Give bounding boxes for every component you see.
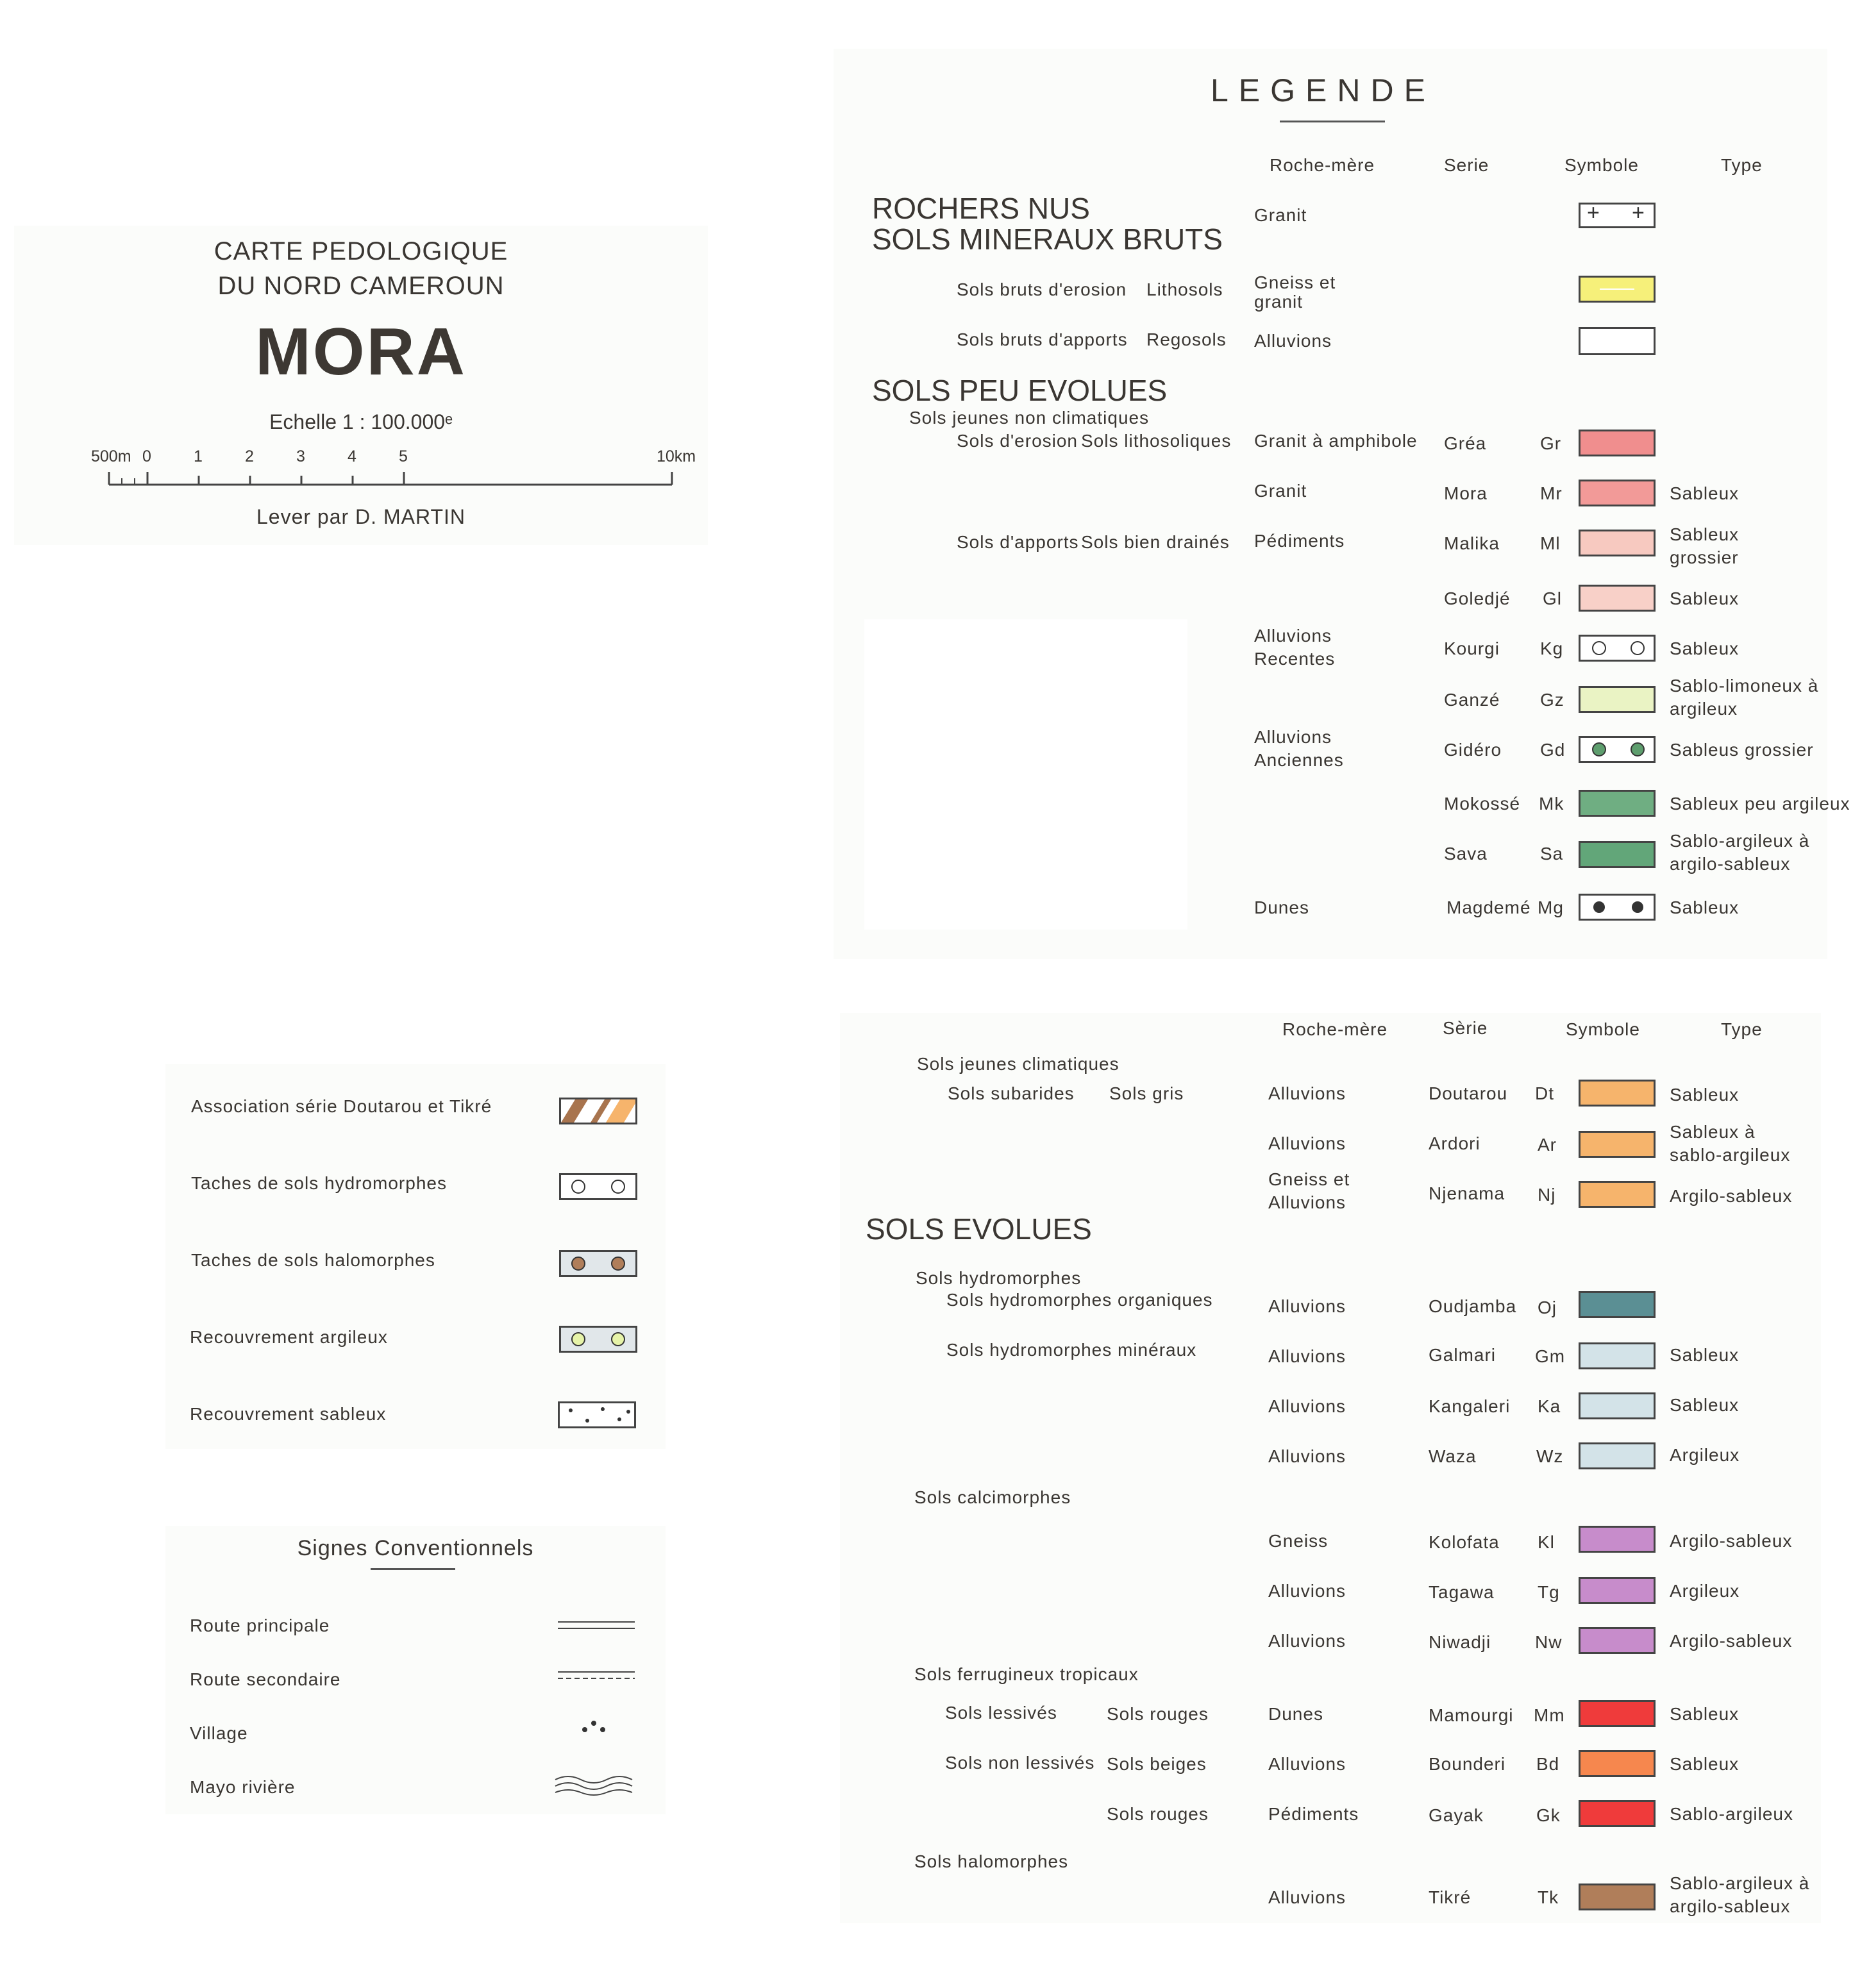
mayo-riviere-icon <box>554 1772 637 1798</box>
symbol-yellow <box>1579 276 1656 303</box>
sub-bruts-erosion: Sols bruts d'erosion <box>957 280 1127 299</box>
signes-title-underline <box>371 1568 455 1570</box>
sub-bruts-apports: Sols bruts d'apports <box>957 330 1128 349</box>
row-roche: Pédiments <box>1254 531 1345 551</box>
sub-rouges: Sols rouges <box>1107 1704 1209 1724</box>
row-code: Oj <box>1538 1298 1557 1317</box>
symbol-gidero <box>1579 736 1656 763</box>
sub-lessives: Sols lessivés <box>945 1703 1057 1723</box>
yellow-green-dot <box>571 1332 585 1346</box>
row-serie: Gayak <box>1429 1805 1484 1825</box>
row-serie: Njenama <box>1429 1183 1505 1203</box>
symbol-waza <box>1579 1442 1656 1469</box>
route-secondaire-icon <box>557 1668 636 1683</box>
sub-regosols: Regosols <box>1146 330 1227 349</box>
row-roche: Alluvions <box>1268 1631 1346 1651</box>
row-type: Argileux <box>1670 1445 1740 1465</box>
route-principale-icon <box>557 1618 636 1633</box>
open-dot <box>571 1180 585 1194</box>
row-code: Mg <box>1538 898 1564 917</box>
brown-dot <box>571 1257 585 1271</box>
sub-erosion: Sols d'erosion <box>957 431 1078 451</box>
row-roche: Alluvions <box>1268 1754 1346 1774</box>
row-type: Sableux <box>1670 1395 1740 1415</box>
misc-legend-panel <box>165 1064 666 1449</box>
row-roche: Alluvions Anciennes <box>1254 727 1344 770</box>
row-code: Gz <box>1540 690 1564 710</box>
row-roche: Dunes <box>1254 898 1309 917</box>
row-code: Tg <box>1538 1582 1560 1602</box>
legend-title-underline <box>1280 121 1385 122</box>
scale-tick-label: 10km <box>657 447 696 465</box>
village-icon <box>580 1717 612 1736</box>
row-code: Mm <box>1534 1705 1565 1725</box>
symbol-ganze <box>1579 686 1656 713</box>
sand-dot <box>569 1408 573 1412</box>
row-type: Sableus grossier <box>1670 740 1814 760</box>
scale-tick-label: 2 <box>245 447 254 465</box>
group-ferrugineux: Sols ferrugineux tropicaux <box>914 1664 1139 1684</box>
row-serie: Bounderi <box>1429 1754 1506 1774</box>
brown-dot <box>611 1257 625 1271</box>
row-code: Nw <box>1535 1632 1563 1652</box>
legend-upper-panel <box>834 49 1850 959</box>
sand-dot <box>617 1417 621 1421</box>
row-serie: Malika <box>1444 533 1500 553</box>
row-type: Argilo-sableux <box>1670 1531 1793 1551</box>
row-serie: Ardori <box>1429 1133 1480 1153</box>
scale-bar-graphic <box>91 469 681 486</box>
row-serie: Mamourgi <box>1429 1705 1514 1725</box>
header-type: Type <box>1721 1019 1763 1039</box>
row-roche: Alluvions <box>1268 1133 1346 1153</box>
row-serie: Mokossé <box>1444 794 1521 814</box>
row-type: Argilo-sableux <box>1670 1186 1793 1206</box>
scale-bar <box>91 447 696 486</box>
map-name: MORA <box>255 315 467 389</box>
header-roche: Roche-mère <box>1282 1019 1388 1039</box>
row-code: Ar <box>1538 1135 1557 1155</box>
row-serie: Gidéro <box>1444 740 1502 760</box>
row-code: Kl <box>1538 1532 1555 1552</box>
symbol-sava <box>1579 841 1656 868</box>
row-roche: Alluvions Recentes <box>1254 626 1336 669</box>
row-type: Sablo-argileux à argilo-sableux <box>1670 1873 1810 1916</box>
scale-tick-label: 3 <box>296 447 305 465</box>
row-roche: Gneiss <box>1268 1531 1329 1551</box>
group-calcimorphes: Sols calcimorphes <box>914 1487 1071 1507</box>
signes-panel <box>165 1526 666 1814</box>
symbol-mokosse <box>1579 790 1656 817</box>
header-serie: Sèrie <box>1443 1018 1488 1038</box>
row-type: Sableux <box>1670 1754 1740 1774</box>
header-serie: Serie <box>1444 155 1489 175</box>
symbol-grea <box>1579 430 1656 456</box>
row-serie: Niwadji <box>1429 1632 1491 1652</box>
symbol-oudjamba <box>1579 1291 1656 1318</box>
row-roche: Alluvions <box>1268 1296 1346 1316</box>
title-block <box>14 226 708 545</box>
black-dot <box>1632 901 1643 913</box>
signe-label-route-principale: Route principale <box>190 1616 330 1635</box>
header-roche: Roche-mère <box>1270 155 1375 175</box>
row-roche: Pédiments <box>1268 1804 1359 1824</box>
symbol-association-hatch <box>559 1098 637 1124</box>
symbol-taches-hydromorphes <box>559 1173 637 1200</box>
row-serie: Goledjé <box>1444 589 1511 608</box>
open-dot <box>1631 641 1645 655</box>
row-serie: Waza <box>1429 1446 1477 1466</box>
symbol-kourgi <box>1579 635 1656 662</box>
sub-apports: Sols d'apports <box>957 532 1079 552</box>
row-code: Bd <box>1536 1754 1560 1774</box>
row-type: Sablo-limoneux à argileux <box>1670 676 1819 719</box>
misc-label-sableux: Recouvrement sableux <box>190 1404 387 1424</box>
row-serie: Galmari <box>1429 1345 1497 1365</box>
row-code: Mr <box>1540 483 1563 503</box>
row-serie: Kourgi <box>1444 639 1500 658</box>
legend-title: LEGENDE <box>1211 72 1436 108</box>
row-code: Gk <box>1536 1805 1561 1825</box>
open-dot <box>611 1180 625 1194</box>
misc-label-association: Association série Doutarou et Tikré <box>191 1096 492 1116</box>
group-sols-mineraux-bruts: SOLS MINERAUX BRUTS <box>872 222 1223 256</box>
symbol-white <box>1579 327 1656 355</box>
row-serie: Magdemé <box>1446 898 1531 917</box>
row-code: Ka <box>1538 1396 1561 1416</box>
row-type: Sableux <box>1670 1345 1740 1365</box>
misc-label-argileux: Recouvrement argileux <box>190 1327 388 1347</box>
row-code: Tk <box>1538 1887 1559 1907</box>
row-serie: Kangaleri <box>1429 1396 1511 1416</box>
row-type: Sableux <box>1670 898 1740 917</box>
sand-dot <box>585 1419 589 1423</box>
sub-lithosoliques: Sols lithosoliques <box>1081 431 1232 451</box>
row-roche: Alluvions <box>1268 1887 1346 1907</box>
row-serie: Sava <box>1444 844 1488 864</box>
row-serie: Tagawa <box>1429 1582 1495 1602</box>
symbol-galmari <box>1579 1342 1656 1369</box>
group-sols-evolues: SOLS EVOLUES <box>866 1212 1092 1246</box>
row-roche: Alluvions <box>1268 1396 1346 1416</box>
sub-hydro-min: Sols hydromorphes minéraux <box>946 1340 1197 1360</box>
green-dot <box>1592 742 1606 756</box>
inset-blank <box>864 619 1187 930</box>
symbol-niwadji <box>1579 1627 1656 1654</box>
header-symbole: Symbole <box>1566 1019 1640 1039</box>
symbol-cross <box>1579 203 1656 228</box>
scale-tick-label: 500m <box>91 447 131 465</box>
symbol-ardori <box>1579 1131 1656 1158</box>
group-halomorphes: Sols halomorphes <box>914 1851 1069 1871</box>
title-line-2: DU NORD CAMEROUN <box>217 272 505 300</box>
sub-gris: Sols gris <box>1109 1083 1184 1103</box>
scale-tick-label: 4 <box>348 447 356 465</box>
row-type: Sableux <box>1670 589 1740 608</box>
misc-label-hydromorphes: Taches de sols hydromorphes <box>191 1173 447 1193</box>
row-roche: Dunes <box>1268 1704 1323 1724</box>
symbol-goledje <box>1579 585 1656 612</box>
row-roche: Granit <box>1254 481 1307 501</box>
row-code: Wz <box>1536 1446 1564 1466</box>
row-type: Sableux peu argileux <box>1670 794 1850 814</box>
row-code: Gl <box>1543 589 1562 608</box>
header-symbole: Symbole <box>1564 155 1639 175</box>
row-serie: Mora <box>1444 483 1488 503</box>
header-type: Type <box>1721 155 1763 175</box>
group-hydromorphes: Sols hydromorphes <box>916 1268 1082 1288</box>
misc-label-halomorphes: Taches de sols halomorphes <box>191 1250 435 1270</box>
cross-glyph: + <box>1632 201 1645 225</box>
author-text: Lever par D. MARTIN <box>256 505 466 528</box>
row-roche: Alluvions <box>1268 1083 1346 1103</box>
symbol-taches-halomorphes <box>559 1250 637 1277</box>
row-code: Gm <box>1535 1346 1566 1366</box>
scale-text: Echelle 1 : 100.000ᵉ <box>269 410 453 433</box>
signe-label-mayo-riviere: Mayo rivière <box>190 1777 296 1797</box>
sub-beiges: Sols beiges <box>1107 1754 1207 1774</box>
row-code: Mk <box>1539 794 1564 814</box>
group-sols-peu-evolues: SOLS PEU EVOLUES <box>872 374 1168 407</box>
row-serie: Doutarou <box>1429 1083 1508 1103</box>
symbol-mora <box>1579 480 1656 506</box>
row-roche: Alluvions <box>1268 1446 1346 1466</box>
hatch-icon <box>561 1099 635 1123</box>
symbol-kolofata <box>1579 1526 1656 1553</box>
sub-subarides: Sols subarides <box>948 1083 1075 1103</box>
row-code: Ml <box>1540 533 1561 553</box>
row-code: Gr <box>1540 433 1562 453</box>
row-roche: Alluvions <box>1268 1581 1346 1601</box>
row-roche: Granit <box>1254 205 1307 225</box>
row-serie: Oudjamba <box>1429 1296 1517 1316</box>
row-serie: Gréa <box>1444 433 1487 453</box>
legend-lower-panel <box>840 1013 1821 1923</box>
row-type: Argilo-sableux <box>1670 1631 1793 1651</box>
sand-dot <box>601 1407 605 1411</box>
row-serie: Ganzé <box>1444 690 1500 710</box>
sub-bien-draines: Sols bien drainés <box>1081 532 1230 552</box>
sub-non-lessives: Sols non lessivés <box>945 1753 1095 1773</box>
symbol-bounderi <box>1579 1750 1656 1777</box>
row-type: Sableux à sablo-argileux <box>1670 1122 1791 1165</box>
row-type: Argileux <box>1670 1581 1740 1601</box>
row-type: Sableux grossier <box>1670 524 1740 567</box>
yellow-green-dot <box>611 1332 625 1346</box>
row-roche: Granit à amphibole <box>1254 431 1418 451</box>
open-dot <box>1592 641 1606 655</box>
symbol-recouvrement-argileux <box>559 1326 637 1353</box>
row-type: Sableux <box>1670 1085 1740 1105</box>
sub-rouges-2: Sols rouges <box>1107 1804 1209 1824</box>
black-dot <box>1593 901 1605 913</box>
row-type: Sableux <box>1670 639 1740 658</box>
row-type: Sablo-argileux à argilo-sableux <box>1670 831 1810 874</box>
cross-glyph: + <box>1587 201 1600 225</box>
symbol-recouvrement-sableux <box>558 1401 636 1428</box>
title-line-1: CARTE PEDOLOGIQUE <box>214 237 508 265</box>
symbol-tagawa <box>1579 1577 1656 1604</box>
sub-hydro-org: Sols hydromorphes organiques <box>946 1290 1213 1310</box>
symbol-kangaleri <box>1579 1392 1656 1419</box>
row-roche: Alluvions <box>1254 331 1332 351</box>
row-roche: Gneiss et Alluvions <box>1268 1169 1350 1212</box>
signe-label-village: Village <box>190 1723 248 1743</box>
row-serie: Tikré <box>1429 1887 1472 1907</box>
row-roche: Gneiss et granit <box>1254 272 1336 312</box>
scale-tick-label: 5 <box>399 447 408 465</box>
row-code: Nj <box>1538 1185 1556 1205</box>
row-code: Sa <box>1540 844 1564 864</box>
signes-title: Signes Conventionnels <box>297 1536 534 1560</box>
green-dot <box>1631 742 1645 756</box>
row-type: Sablo-argileux <box>1670 1804 1793 1824</box>
symbol-doutarou <box>1579 1080 1656 1107</box>
symbol-tikre <box>1579 1884 1656 1910</box>
row-code: Kg <box>1540 639 1564 658</box>
row-code: Dt <box>1535 1083 1554 1103</box>
group-jeunes-climatiques: Sols jeunes climatiques <box>917 1054 1119 1074</box>
sub-jeunes-non-climatiques: Sols jeunes non climatiques <box>909 408 1150 428</box>
symbol-njenama <box>1579 1181 1656 1208</box>
row-roche: Alluvions <box>1268 1346 1346 1366</box>
signe-label-route-secondaire: Route secondaire <box>190 1669 341 1689</box>
row-serie: Kolofata <box>1429 1532 1500 1552</box>
symbol-gayak <box>1579 1800 1656 1827</box>
scale-tick-label: 0 <box>142 447 151 465</box>
row-type: Sableux <box>1670 1704 1740 1724</box>
scale-tick-label: 1 <box>194 447 203 465</box>
sand-dot <box>626 1410 630 1414</box>
symbol-malika <box>1579 530 1656 556</box>
row-type: Sableux <box>1670 483 1740 503</box>
group-rochers-nus: ROCHERS NUS <box>872 192 1090 225</box>
symbol-mamourgi <box>1579 1700 1656 1727</box>
symbol-magdeme <box>1579 894 1656 921</box>
row-code: Gd <box>1540 740 1566 760</box>
sub-lithosols: Lithosols <box>1146 280 1223 299</box>
